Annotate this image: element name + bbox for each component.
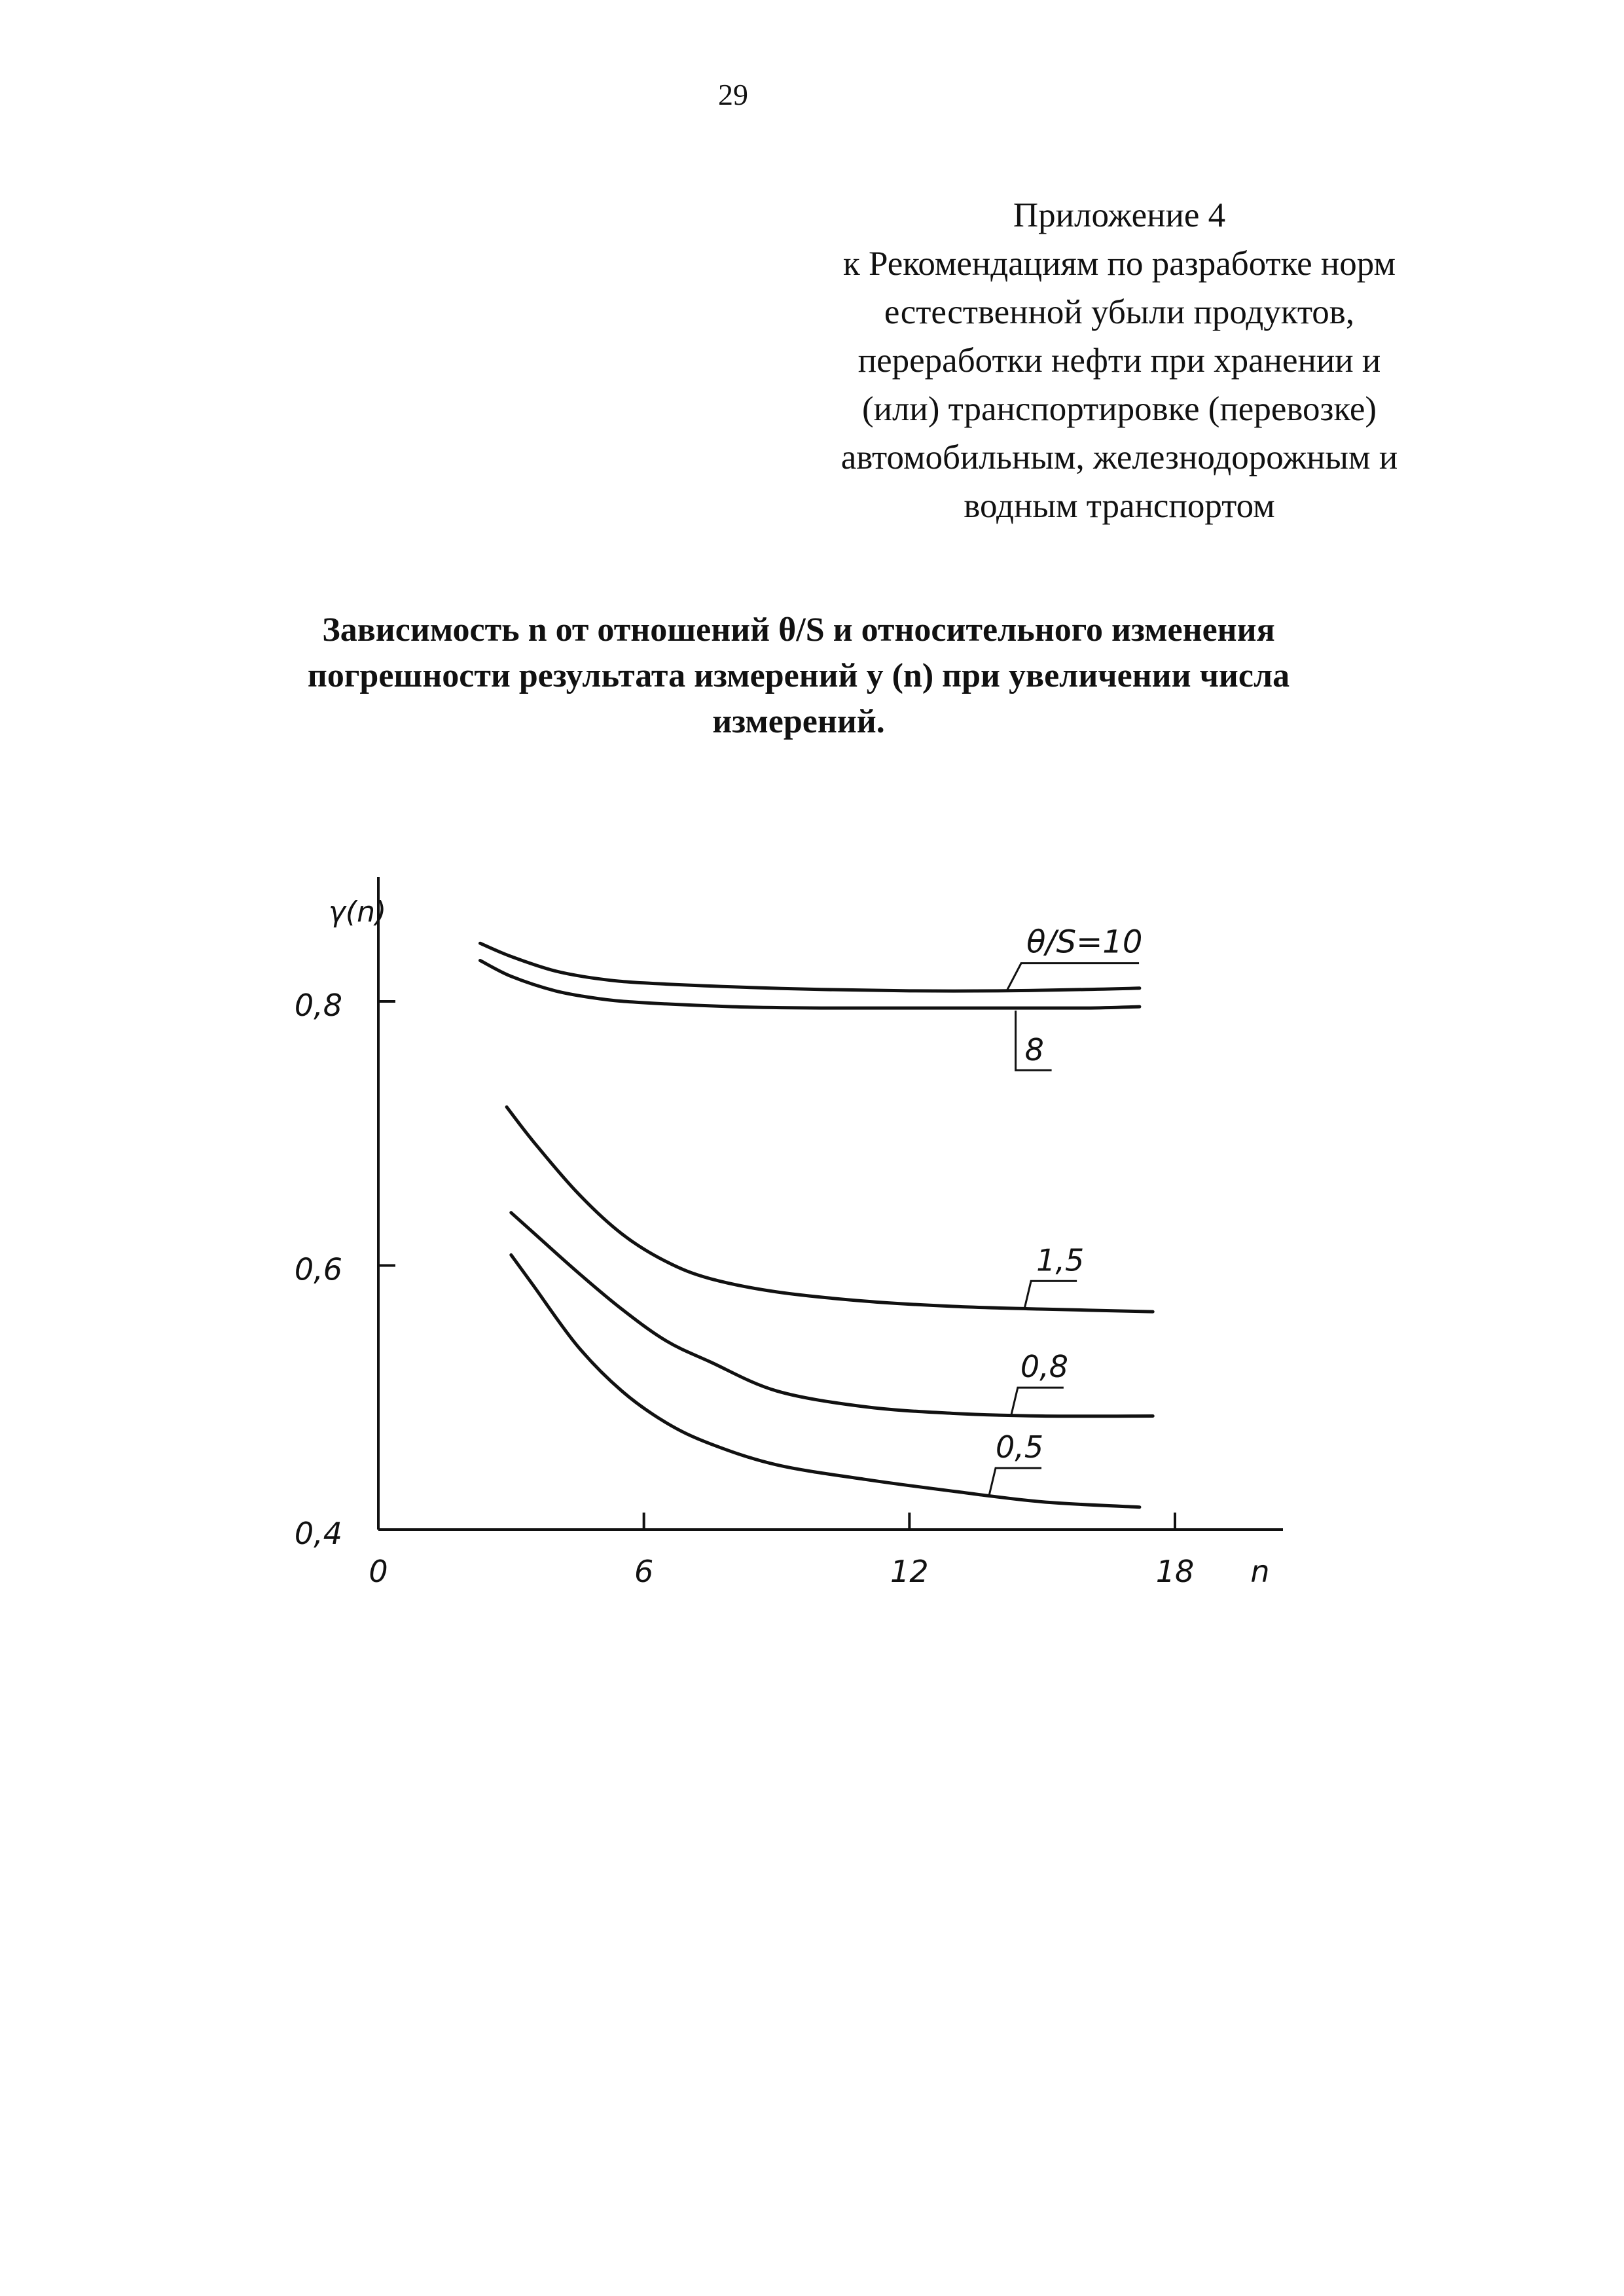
- x-tick-label: 0: [369, 1554, 388, 1589]
- appendix-line: Приложение 4: [1013, 196, 1226, 234]
- series-label-0-5: 0,5: [996, 1429, 1044, 1465]
- appendix-line: (или) транспортировке (перевозке): [861, 390, 1377, 428]
- chart-title-line: погрешности результата измерений y (n) при увеличении числа: [307, 657, 1290, 694]
- appendix-line: естественной убыли продуктов,: [884, 293, 1355, 331]
- series-label-0-8: 0,8: [1020, 1349, 1068, 1385]
- appendix-line: водным транспортом: [964, 487, 1275, 525]
- y-axis-label: γ(n): [328, 895, 387, 929]
- series-leader: [1011, 1388, 1064, 1415]
- series-line: [480, 961, 1140, 1009]
- series-leader: [1024, 1281, 1077, 1308]
- page-number: 29: [718, 78, 748, 111]
- y-tick-label: 0,8: [294, 988, 342, 1023]
- y-tick-label: 0,6: [294, 1251, 342, 1287]
- series-label-1-5: 1,5: [1036, 1242, 1085, 1278]
- series-leader: [1007, 963, 1139, 991]
- chart-title-line: Зависимость n от отношений θ/S и относительного изменения: [322, 611, 1275, 649]
- x-tick-label: 6: [634, 1554, 654, 1589]
- x-tick-label: 18: [1155, 1554, 1195, 1589]
- series-label-theta-s-10: θ/S=10: [1026, 924, 1143, 961]
- series-leader: [989, 1468, 1041, 1496]
- y-tick-label: 0,4: [294, 1516, 342, 1551]
- chart-title-line: измерений.: [712, 703, 885, 740]
- series-label-8: 8: [1024, 1032, 1044, 1068]
- appendix-line: переработки нефти при хранении и: [857, 342, 1381, 380]
- x-tick-label: 12: [890, 1554, 929, 1589]
- appendix-line: автомобильным, железнодорожным и: [840, 439, 1398, 476]
- appendix-line: к Рекомендациям по разработке норм: [843, 245, 1396, 283]
- x-axis-label: n: [1250, 1554, 1270, 1589]
